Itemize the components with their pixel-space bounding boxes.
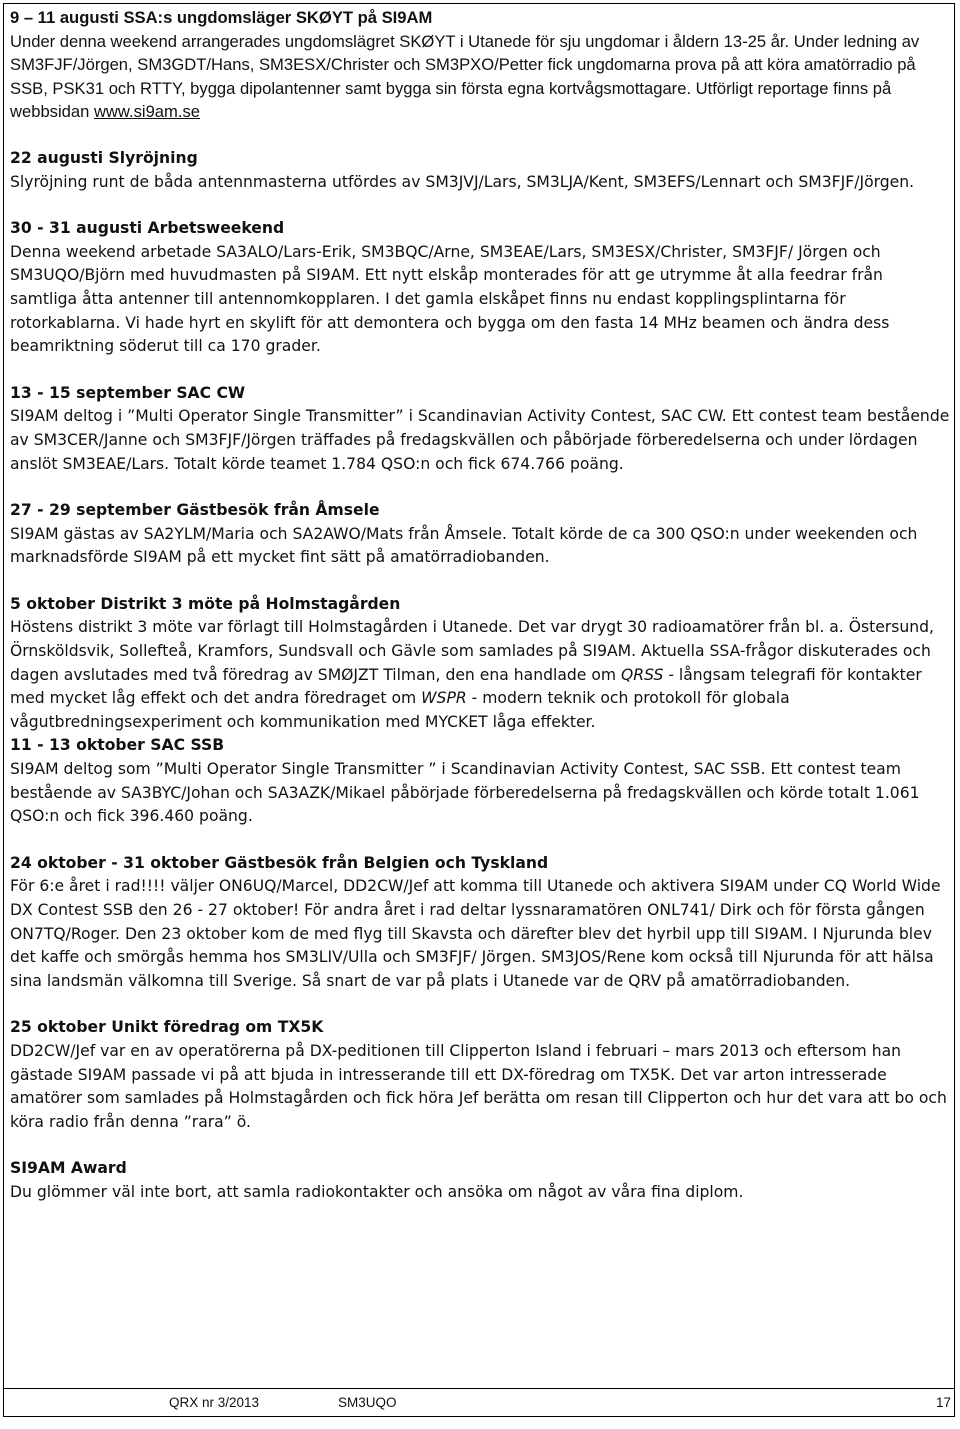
section-arbetsweekend <box>10 217 950 359</box>
section-heading: 25 oktober Unikt föredrag om TX5K <box>10 1018 324 1037</box>
qrss-term: QRSS <box>621 665 664 684</box>
section-heading: 11 - 13 oktober SAC SSB <box>10 736 225 755</box>
section-body: Du glömmer väl inte bort, att samla radiokontakter och ansöka om något av våra fina diplom. <box>10 1182 744 1201</box>
wspr-term: WSPR <box>421 689 467 708</box>
section-heading: 9 – 11 augusti SSA:s ungdomsläger SKØYT på SI9AM <box>10 8 433 27</box>
section-body: Slyröjning runt de båda antennmasterna utfördes av SM3JVJ/Lars, SM3LJA/Kent, SM3EFS/Lennart och SM3FJF/Jörgen. <box>10 172 915 191</box>
section-text: - långsam telegrafi för kontakter med mycket låg effekt och det andra föredraget om <box>10 665 922 708</box>
section-text: Höstens distrikt 3 möte var förlagt till Holmstagården i Utanede. Det var drygt 30 radioamatörer från bl. a. Östersund, Örnsköldsvik, Sollefteå, Kramfors, Sundsvall och Gävle som samlades på SI9AM. Aktuella SSA-frågor diskuterades och dagen avslutades med två föredrag av SMØJZT Tilman, den ena handlade om <box>10 618 934 684</box>
section-body: DD2CW/Jef var en av operatörerna på DX-peditionen till Clipperton Island i februari – mars 2013 och eftersom han gästade SI9AM passade vi på att bjuda in intresserande till ett DX-föredrag om TX5K. Det var arton intresserade amatörer som samlades på Holmstagården och fick höra Jef berätta om resan till Clipperton och hur det vara att bo och köra radio från denna ”rara” ö. <box>10 1041 947 1131</box>
section-award <box>10 1157 950 1204</box>
page-number: 17 <box>936 1395 952 1410</box>
section-body: SI9AM deltog som ”Multi Operator Single Transmitter ” i Scandinavian Activity Contest, SAC SSB. Ett contest team bestående av SA3BYC/Johan och SA3AZK/Mikael påbörjade förberedelserna på fredagskvällen och körde totalt 1.061 QSO:n och fick 396.460 poäng. <box>10 760 920 826</box>
footer-author: SM3UQO <box>338 1395 397 1410</box>
section-body: SI9AM gästas av SA2YLM/Maria och SA2AWO/Mats från Åmsele. Totalt körde de ca 300 QSO:n under weekenden och marknadsförde SI9AM på ett mycket fint sätt på amatörradiobanden. <box>10 524 918 567</box>
page-footer <box>4 1388 954 1418</box>
page-content <box>10 6 950 1205</box>
section-slyrojning <box>10 147 950 194</box>
section-text: Under denna weekend arrangerades ungdomslägret SKØYT i Utanede för sju ungdomar i åldern 13-25 år. Under ledning av SM3FJF/Jörgen, SM3GDT/Hans, SM3ESX/Christer och SM3PXO/Petter fick ungdomarna prova på att köra amatörradio på SSB, PSK31 och RTTY, bygga dipolantenner samt bygga sin första egna kortvågsmottagare. Utförligt reportage finns på webbsidan <box>10 31 920 122</box>
section-heading: SI9AM Award <box>10 1159 127 1178</box>
section-body: För 6:e året i rad!!!! väljer ON6UQ/Marcel, DD2CW/Jef att komma till Utanede och aktivera SI9AM under CQ World Wide DX Contest SSB den 26 - 27 oktober! För andra året i rad deltar lyssnaramatören ONL741/ Dirk och för första gången ON7TQ/Roger. Den 23 oktober kom de med flyg till Skavsta och därefter blev det hyrbil upp till SI9AM. I Njurunda blev det kaffe och smörgås hemma hos SM3LIV/Ulla och SM3FJF/ Jörgen. SM3JOS/Rene kom också till Njurunda för att hälsa sina landsmän välkomna till Sverige. Så snart de var på plats i Utanede var de QRV på amatörradiobanden. <box>10 877 941 990</box>
section-heading: 30 - 31 augusti Arbetsweekend <box>10 219 285 238</box>
section-sac-ssb <box>10 734 950 828</box>
section-body: Denna weekend arbetade SA3ALO/Lars-Erik, SM3BQC/Arne, SM3EAE/Lars, SM3ESX/Christer, SM3FJF/ Jörgen och SM3UQO/Björn med huvudmasten på SI9AM. Ett nytt elskåp monterades för att ge utrymme åt alla feedrar från samtliga åtta antenner till antennomkopplaren. I det gamla elskåpet finns nu endast kopplingsplintarna för rotorkablarna. Vi hade hyrt en skylift för att demontera och bygga om den fasta 14 MHz beamen och ändra dess beamriktning söderut till ca 170 grader. <box>10 242 890 356</box>
section-tx5k <box>10 1016 950 1134</box>
section-heading: 22 augusti Slyröjning <box>10 148 198 167</box>
section-sac-cw <box>10 382 950 476</box>
section-distrikt-3 <box>10 593 950 735</box>
section-skoyt <box>10 6 950 124</box>
section-heading: 24 oktober - 31 oktober Gästbesök från Belgien och Tyskland <box>10 853 549 872</box>
section-heading: 5 oktober Distrikt 3 möte på Holmstagården <box>10 594 401 613</box>
footer-publication: QRX nr 3/2013 <box>169 1395 260 1410</box>
section-body: SI9AM deltog i ”Multi Operator Single Transmitter” i Scandinavian Activity Contest, SAC CW. Ett contest team bestående av SM3CER/Janne och SM3FJF/Jörgen träffades på fredagskvällen och påbörjade förberedelserna och under lördagen anslöt SM3EAE/Lars. Totalt körde teamet 1.784 QSO:n och fick 674.766 poäng. <box>10 407 950 473</box>
website-link[interactable]: www.si9am.se <box>93 102 200 122</box>
section-heading: 13 - 15 september SAC CW <box>10 383 246 402</box>
section-belgien-tyskland <box>10 852 950 994</box>
section-amsele <box>10 499 950 570</box>
section-heading: 27 - 29 september Gästbesök från Åmsele <box>10 501 380 520</box>
section-text: - modern teknik och protokoll för globala vågutbredningsexperiment och kommunikation med MYCKET låga effekter. <box>10 689 790 731</box>
section-body <box>10 616 950 734</box>
section-body <box>10 30 950 124</box>
